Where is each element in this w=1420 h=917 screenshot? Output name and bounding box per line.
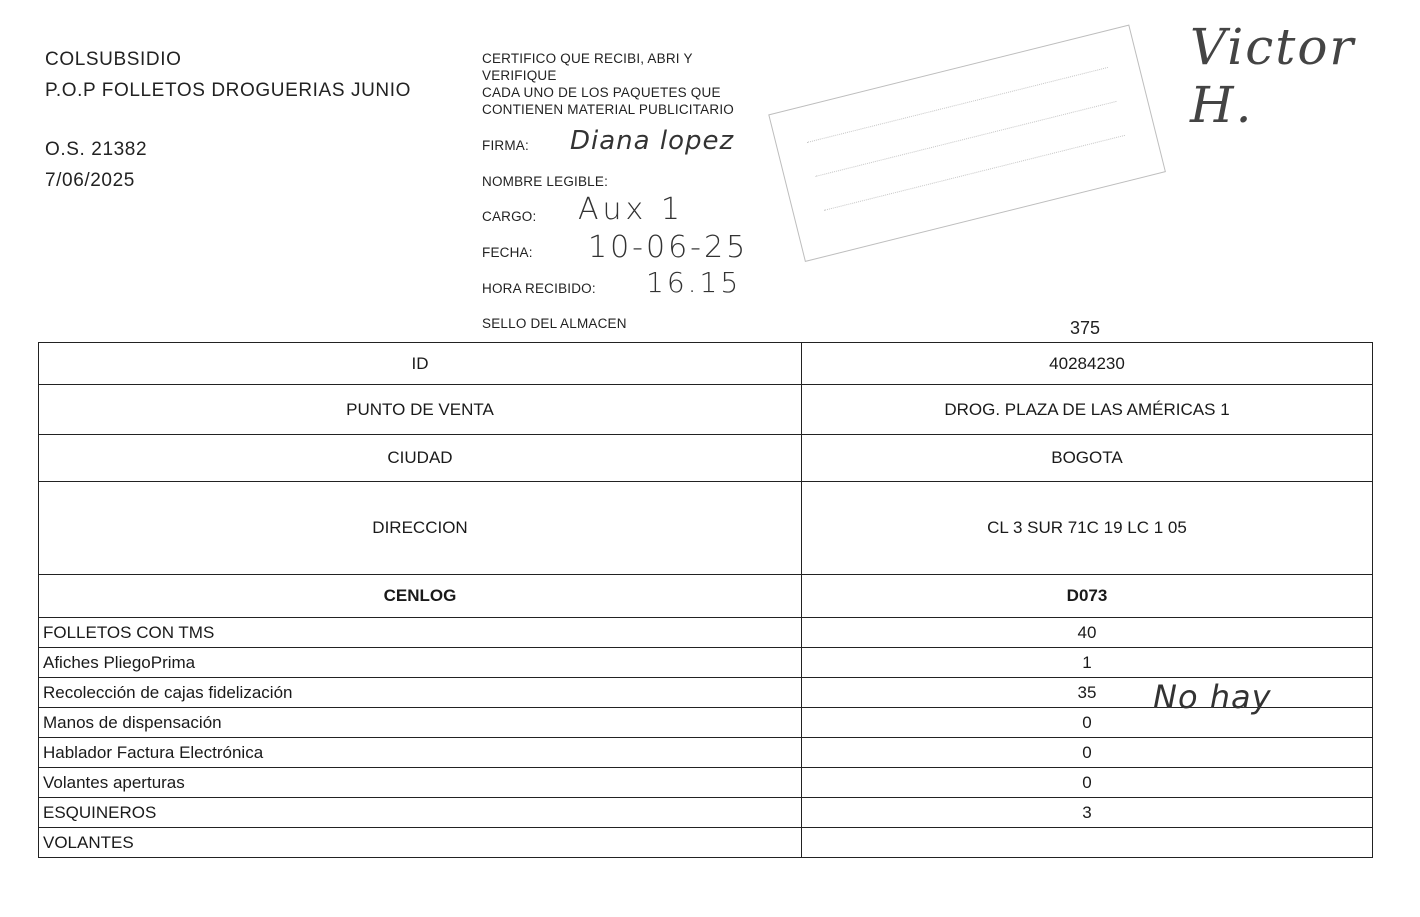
table-row (39, 798, 1373, 828)
table-row (39, 738, 1373, 768)
ciudad-label: CIUDAD (39, 435, 802, 482)
table-row (39, 343, 1373, 385)
ciudad-value: BOGOTA (802, 435, 1373, 482)
direccion-value: CL 3 SUR 71C 19 LC 1 05 (802, 482, 1373, 575)
id-label: ID (39, 343, 802, 385)
handwritten-hora: 16.15 (646, 266, 742, 299)
item-label: VOLANTES (39, 828, 802, 858)
certificate-line: CADA UNO DE LOS PAQUETES QUE (482, 85, 721, 100)
punto-venta-label: PUNTO DE VENTA (39, 385, 802, 435)
item-qty: 1 (802, 648, 1373, 678)
item-label: Manos de dispensación (39, 708, 802, 738)
table-row (39, 482, 1373, 575)
table-row (39, 435, 1373, 482)
handwritten-firma: Diana lopez (570, 126, 735, 156)
table-row (39, 828, 1373, 858)
table-row (39, 385, 1373, 435)
cargo-label: CARGO: (482, 209, 537, 224)
certificate-line: VERIFIQUE (482, 68, 557, 83)
certificate-text (482, 50, 782, 118)
document-subtitle: P.O.P FOLLETOS DROGUERIAS JUNIO (45, 80, 411, 101)
cenlog-value: D073 (802, 575, 1373, 618)
item-qty: 0 (802, 738, 1373, 768)
document-date: 7/06/2025 (45, 170, 135, 191)
handwritten-signature: Victor H. (1190, 18, 1356, 134)
fecha-label: FECHA: (482, 245, 533, 260)
table-row (39, 768, 1373, 798)
item-label: Volantes aperturas (39, 768, 802, 798)
item-label: Recolección de cajas fidelización (39, 678, 802, 708)
handwritten-fecha: 10-06-25 (588, 230, 749, 265)
header-block (45, 44, 411, 196)
item-qty: 35 (802, 678, 1373, 708)
table-row (39, 618, 1373, 648)
certificate-line: CERTIFICO QUE RECIBI, ABRI Y (482, 51, 693, 66)
cenlog-label: CENLOG (39, 575, 802, 618)
direccion-label: DIRECCION (39, 482, 802, 575)
id-value: 40284230 (802, 343, 1373, 385)
item-label: Afiches PliegoPrima (39, 648, 802, 678)
certificate-line: CONTIENEN MATERIAL PUBLICITARIO (482, 102, 734, 117)
store-stamp (768, 25, 1166, 262)
hora-label: HORA RECIBIDO: (482, 281, 596, 296)
sello-label: SELLO DEL ALMACEN (482, 316, 627, 331)
item-label: ESQUINEROS (39, 798, 802, 828)
item-qty: 3 (802, 798, 1373, 828)
table-row (39, 575, 1373, 618)
item-qty: 0 (802, 708, 1373, 738)
punto-venta-value: DROG. PLAZA DE LAS AMÉRICAS 1 (802, 385, 1373, 435)
company-name: COLSUBSIDIO (45, 49, 182, 70)
item-label: FOLLETOS CON TMS (39, 618, 802, 648)
handwritten-note: No hay (1153, 678, 1272, 716)
nombre-label: NOMBRE LEGIBLE: (482, 174, 609, 189)
handwritten-cargo: Aux 1 (578, 192, 684, 227)
firma-label: FIRMA: (482, 138, 529, 153)
order-number: O.S. 21382 (45, 139, 148, 160)
count-number: 375 (1070, 318, 1101, 338)
item-label: Hablador Factura Electrónica (39, 738, 802, 768)
item-qty (802, 828, 1373, 858)
item-qty: 40 (802, 618, 1373, 648)
table-row (39, 648, 1373, 678)
delivery-table (38, 342, 1373, 858)
item-qty: 0 (802, 768, 1373, 798)
